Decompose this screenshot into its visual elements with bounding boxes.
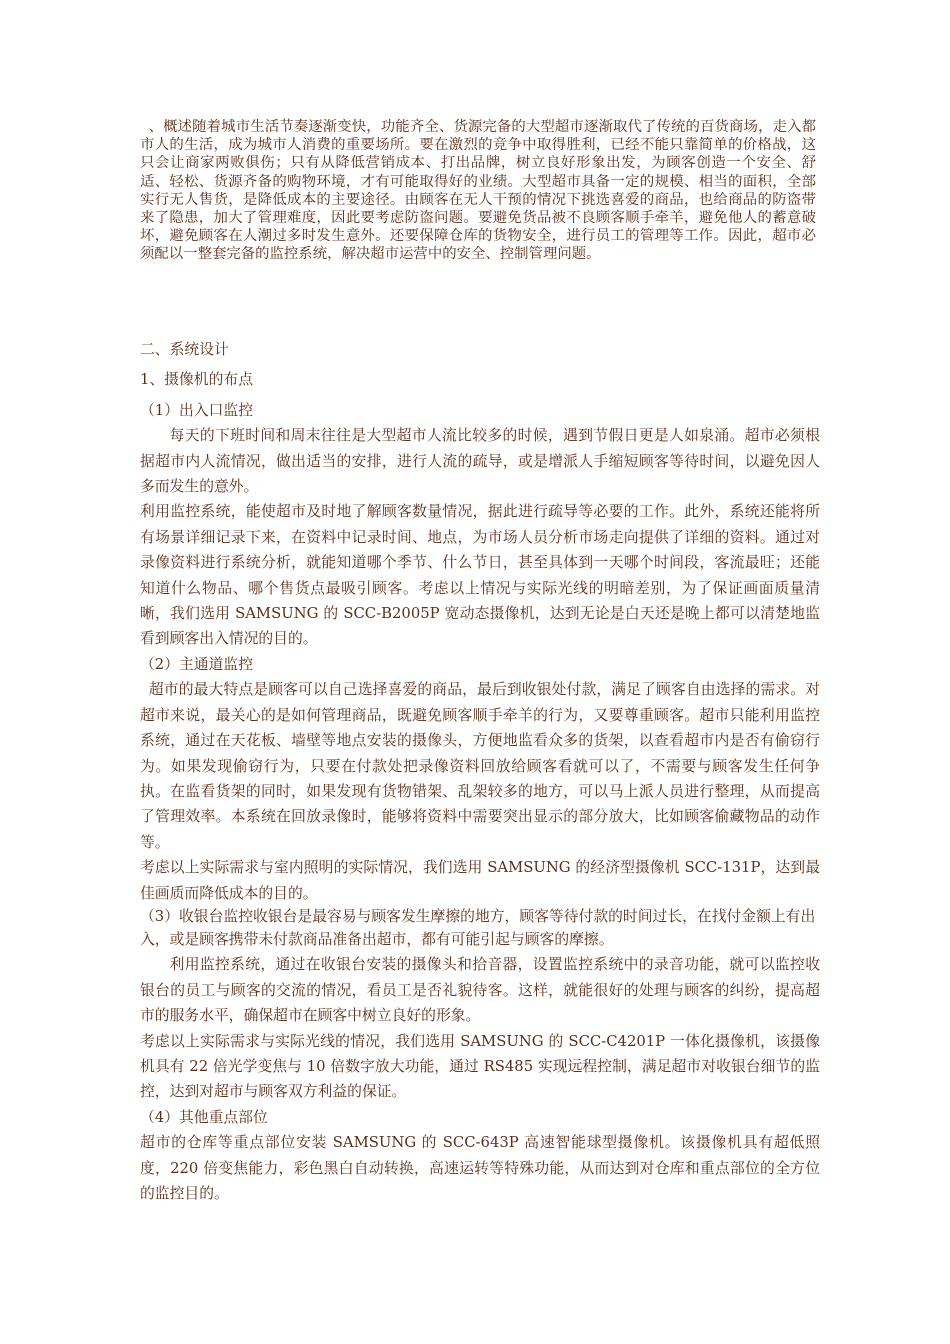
heading-other-key-areas: （4）其他重点部位 <box>140 1108 268 1126</box>
document-body <box>140 337 820 1206</box>
entrance-paragraph-2: 利用监控系统，能使超市及时地了解顾客数量情况，据此进行疏导等必要的工作。此外，系统还能将所有场景详细记录下来，在资料中记录时间、地点，为市场人员分析市场走向提供了详细的资料。通过对录像资料进行系统分析，就能知道哪个季节、什么节日，甚至具体到一天哪个时间段，客流最旺；还能知道什么物品、哪个售货点最吸引顾客。考虑以上情况与实际光线的明暗差别，为了保证画面质量清晰，我们选用 SAMSUNG 的 SCC-B2005P 宽动态摄像机，达到无论是白天还是晚上都可以清楚地监看到顾客出入情况的目的。 <box>140 503 820 648</box>
heading-main-aisle-monitoring: （2）主通道监控 <box>140 655 253 673</box>
main-aisle-paragraph-2: 考虑以上实际需求与室内照明的实际情况，我们选用 SAMSUNG 的经济型摄像机 SCC-131P，达到最佳画质而降低成本的目的。 <box>140 859 820 902</box>
other-key-areas-paragraph: 超市的仓库等重点部位安装 SAMSUNG 的 SCC-643P 高速智能球型摄像机。该摄像机具有超低照度，220 倍变焦能力，彩色黑白自动转换，高速运转等特殊功能，从而达到对仓库和重点部位的全方位的监控目的。 <box>140 1134 820 1202</box>
checkout-paragraph-0: 入，或是顾客携带未付款商品准备出超市，都有可能引起与顾客的摩擦。 <box>140 930 614 948</box>
checkout-paragraph-1: 利用监控系统，通过在收银台安装的摄像头和拾音器，设置监控系统中的录音功能，就可以监控收银台的员工与顾客的交流的情况，看员工是否礼貌待客。这样，就能很好的处理与顾客的纠纷，提高超市的服务水平，确保超市在顾客中树立良好的形象。 <box>140 956 820 1025</box>
checkout-paragraph-2: 考虑以上实际需求与实际光线的情况，我们选用 SAMSUNG 的 SCC-C4201P 一体化摄像机，该摄像机具有 22 倍光学变焦与 10 倍数字放大功能，通过 RS485 实现远程控制，满足超市对收银台细节的监控，达到对超市与顾客双方利益的保证。 <box>140 1032 820 1101</box>
subsection-heading-camera-layout: 1、摄像机的布点 <box>140 371 253 389</box>
main-aisle-paragraph-1: 超市的最大特点是顾客可以自己选择喜爱的商品，最后到收银处付款，满足了顾客自由选择的需求。对超市来说，最关心的是如何管理商品，既避免顾客顺手牵羊的行为，又要尊重顾客。超市只能利用监控系统，通过在天花板、墙壁等地点安装的摄像头，方便地监看众多的货架，以查看超市内是否有偷窃行为。如果发现偷窃行为，只要在付款处把录像资料回放给顾客看就可以了，不需要与顾客发生任何争执。在监看货架的同时，如果发现有货物错架、乱架较多的地方，可以马上派人员进行整理，从而提高了管理效率。本系统在回放录像时，能够将资料中需要突出显示的部分放大，比如顾客偷藏物品的动作等。 <box>140 681 820 851</box>
section-heading-system-design: 二、系统设计 <box>140 341 229 358</box>
heading-checkout-monitoring: （3）收银台监控收银台是最容易与顾客发生摩擦的地方，顾客等待付款的时间过长，在找付金额上有出 <box>140 907 816 925</box>
entrance-paragraph-1: 每天的下班时间和周末往往是大型超市人流比较多的时候，遇到节假日更是人如泉涌。超市必须根据超市内人流情况，做出适当的安排，进行人流的疏导，或是增派人手缩短顾客等待时间，以避免因人多而发生的意外。 <box>140 427 820 496</box>
heading-entrance-monitoring: （1）出入口监控 <box>140 401 253 419</box>
intro-paragraph: 、概述随着城市生活节奏逐渐变快，功能齐全、货源完备的大型超市逐渐取代了传统的百货商场，走入都市人的生活，成为城市人消费的重要场所。要在激烈的竞争中取得胜利，已经不能只靠简单的价格战，这只会让商家两败俱伤；只有从降低营销成本、打出品牌，树立良好形象出发，为顾客创造一个安全、舒适、轻松、货源齐备的购物环境，才有可能取得好的业绩。大型超市具备一定的规模、相当的面积，全部实行无人售货，是降低成本的主要途径。由顾客在无人干预的情况下挑选喜爱的商品，也给商品的防盗带来了隐患，加大了管理难度，因此要考虑防盗问题。要避免货品被不良顾客顺手牵羊，避免他人的蓄意破坏，避免顾客在人潮过多时发生意外。还要保障仓库的货物安全，进行员工的管理等工作。因此，超市必须配以一整套完备的监控系统，解决超市运营中的安全、控制管理问题。 <box>140 119 816 263</box>
